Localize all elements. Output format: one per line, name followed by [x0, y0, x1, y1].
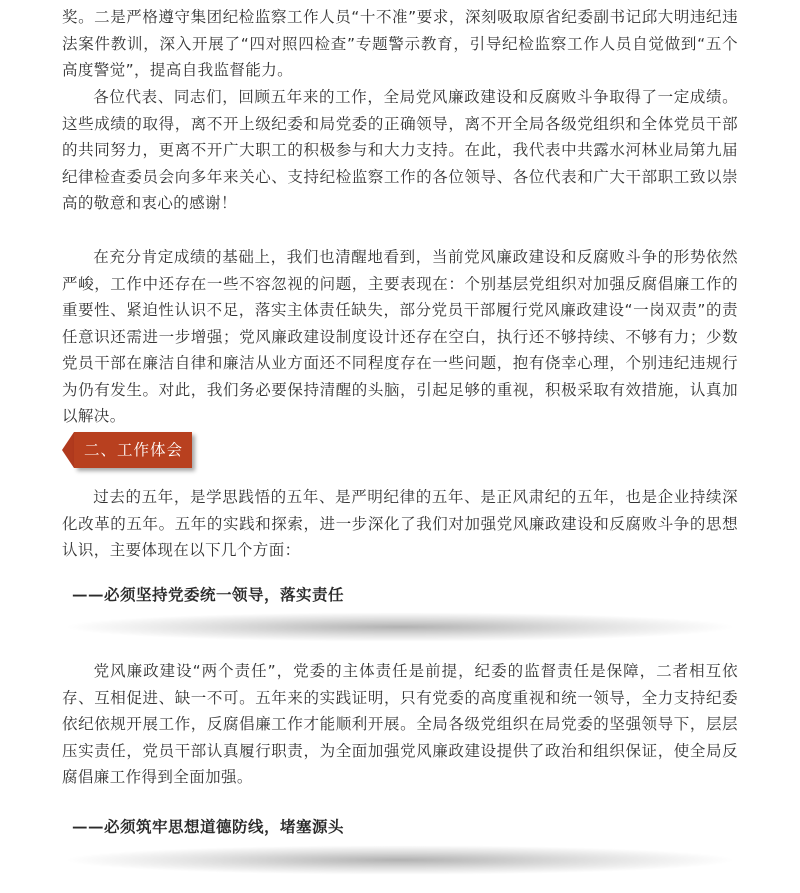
section-heading-tab [62, 432, 194, 468]
paragraph-4: 过去的五年，是学思践悟的五年、是严明纪律的五年、是正风肃纪的五年，也是企业持续深化改革的五年。五年的实践和探索，进一步深化了我们对加强党风廉政建设和反腐败斗争的思想认识，主要体现在以下几个方面： [62, 488, 738, 559]
paragraph-1: 奖。二是严格遵守集团纪检监察工作人员“十不准”要求，深刻吸取原省纪委副书记邱大明违纪违法案件教训，深入开展了“四对照四检查”专题警示教育，引导纪检监察工作人员自觉做到“五个高度警觉”，提高自我监督能力。 [62, 8, 738, 79]
tab-arrow-notch [62, 432, 74, 468]
shadow-divider-1 [62, 612, 738, 642]
section-heading-label: 二、工作体会 [74, 432, 192, 468]
subheading-1: ——必须坚持党委统一领导，落实责任 [72, 585, 345, 604]
subheading-2: ——必须筑牢思想道德防线，堵塞源头 [72, 817, 345, 836]
shadow-divider-2 [62, 845, 738, 875]
paragraph-5: 党风廉政建设“两个责任”，党委的主体责任是前提，纪委的监督责任是保障，二者相互依存、互相促进、缺一不可。五年来的实践证明，只有党委的高度重视和统一领导，全力支持纪委依纪依规开展工作，反腐倡廉工作才能顺利开展。全局各级党组织在局党委的坚强领导下，层层压实责任，党员干部认真履行职责，为全面加强党风廉政建设提供了政治和组织保证，使全局反腐倡廉工作得到全面加强。 [62, 662, 738, 786]
paragraph-2: 各位代表、同志们，回顾五年来的工作，全局党风廉政建设和反腐败斗争取得了一定成绩。这些成绩的取得，离不开上级纪委和局党委的正确领导，离不开全局各级党组织和全体党员干部的共同努力，更离不开广大职工的积极参与和大力支持。在此，我代表中共露水河林业局第九届纪律检查委员会向多年来关心、支持纪检监察工作的各位领导、各位代表和广大干部职工致以崇高的敬意和衷心的感谢！ [62, 88, 738, 212]
paragraph-3: 在充分肯定成绩的基础上，我们也清醒地看到，当前党风廉政建设和反腐败斗争的形势依然严峻，工作中还存在一些不容忽视的问题，主要表现在：个别基层党组织对加强反腐倡廉工作的重要性、紧迫性认识不足，落实主体责任缺失，部分党员干部履行党风廉政建设“一岗双责”的责任意识还需进一步增强；党风廉政建设制度设计还存在空白，执行还不够持续、不够有力；少数党员干部在廉洁自律和廉洁从业方面还不同程度存在一些问题，抱有侥幸心理，个别违纪违规行为仍有发生。对此，我们务必要保持清醒的头脑，引起足够的重视，积极采取有效措施，认真加以解决。 [62, 248, 738, 425]
